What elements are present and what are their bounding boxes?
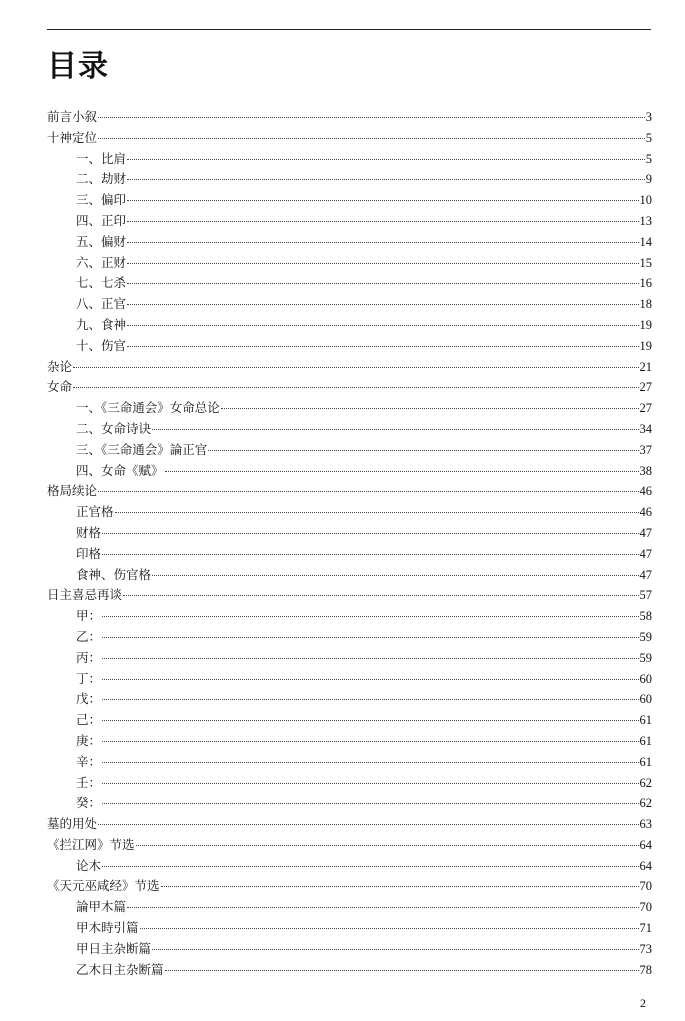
toc-entry[interactable] <box>47 835 652 856</box>
dot-leader <box>102 720 638 721</box>
dot-leader <box>102 554 638 555</box>
toc-entry-page: 60 <box>639 671 652 686</box>
dot-leader <box>123 595 638 596</box>
toc-entry[interactable] <box>47 544 652 565</box>
toc-entry[interactable] <box>47 689 652 710</box>
toc-entry-page: 73 <box>639 941 652 956</box>
dot-leader <box>102 866 638 867</box>
toc-entry[interactable] <box>47 648 652 669</box>
toc-entry[interactable] <box>47 627 652 648</box>
toc-entry-label: 八、正官 <box>76 296 127 312</box>
toc-entry-label: 三、偏印 <box>76 192 127 208</box>
toc-entry[interactable] <box>47 669 652 690</box>
toc-entry-label: 格局续论 <box>47 483 98 499</box>
toc-entry-page: 62 <box>639 775 652 790</box>
toc-entry-page: 64 <box>639 858 652 873</box>
toc-entry-page: 16 <box>639 276 652 291</box>
header-rule <box>47 29 651 30</box>
toc-entry[interactable] <box>47 232 652 253</box>
toc-entry-page: 46 <box>639 484 652 499</box>
toc-entry-label: 十、伤官 <box>76 337 127 353</box>
toc-entry[interactable] <box>47 128 652 149</box>
toc-entry[interactable] <box>47 897 652 918</box>
toc-entry-page: 18 <box>639 297 652 312</box>
toc-entry-label: 二、女命诗诀 <box>76 420 152 436</box>
toc-entry-label: 辛： <box>76 753 102 769</box>
toc-entry-page: 61 <box>639 754 652 769</box>
dot-leader <box>102 679 638 680</box>
dot-leader <box>115 512 639 513</box>
dot-leader <box>152 429 638 430</box>
toc-entry[interactable] <box>47 814 652 835</box>
dot-leader <box>127 907 638 908</box>
dot-leader <box>102 762 638 763</box>
toc-entry-page: 47 <box>639 567 652 582</box>
dot-leader <box>102 658 638 659</box>
toc-entry-label: 四、女命《赋》 <box>76 462 164 478</box>
toc-entry-label: 十神定位 <box>47 129 98 145</box>
dot-leader <box>152 949 638 950</box>
toc-entry-label: 前言小叙 <box>47 109 98 124</box>
toc-entry[interactable] <box>47 357 652 378</box>
dot-leader <box>102 637 638 638</box>
toc-entry[interactable] <box>47 523 652 544</box>
dot-leader <box>127 263 638 264</box>
toc-entry[interactable] <box>47 585 652 606</box>
toc-entry-page: 27 <box>639 401 652 416</box>
toc-entry-label: 论木 <box>76 857 102 873</box>
dot-leader <box>127 242 638 243</box>
toc-entry-label: 杂论 <box>47 358 73 374</box>
toc-entry[interactable] <box>47 253 652 274</box>
toc-entry[interactable] <box>47 315 652 336</box>
toc-entry-label: 四、正印 <box>76 212 127 228</box>
toc-entry-label: 财格 <box>76 524 102 540</box>
toc-entry-page: 71 <box>639 921 652 936</box>
toc-entry-label: 六、正财 <box>76 254 127 270</box>
toc-entry-label: 論甲木篇 <box>76 899 127 915</box>
toc-title: 目录 <box>47 49 109 84</box>
toc-entry-page: 5 <box>645 130 652 145</box>
toc-entry[interactable] <box>47 169 652 190</box>
toc-entry[interactable] <box>47 273 652 294</box>
toc-entry-label: 甲： <box>76 608 102 624</box>
toc-entry-label: 五、偏财 <box>76 233 127 249</box>
toc-entry-label: 丙： <box>76 649 102 665</box>
toc-entry-page: 27 <box>639 380 652 395</box>
toc-entry-page: 5 <box>645 151 652 166</box>
dot-leader <box>102 699 638 700</box>
toc-entry-page: 3 <box>645 110 652 124</box>
toc-entry[interactable] <box>47 752 652 773</box>
toc-entry-page: 10 <box>639 193 652 208</box>
dot-leader <box>102 533 638 534</box>
dot-leader <box>161 886 639 887</box>
dot-leader <box>127 346 638 347</box>
toc-entry-label: 食神、伤官格 <box>76 566 152 582</box>
dot-leader <box>102 741 638 742</box>
dot-leader <box>136 845 639 846</box>
toc-entry-label: 《天元巫咸经》节选 <box>47 878 160 894</box>
dot-leader <box>127 200 638 201</box>
toc-entry-page: 61 <box>639 733 652 748</box>
toc-entry-label: 印格 <box>76 545 102 561</box>
dot-leader <box>73 387 638 388</box>
dot-leader <box>127 159 645 160</box>
toc-entry[interactable] <box>47 149 652 170</box>
toc-entry[interactable] <box>47 211 652 232</box>
toc-entry-label: 九、食神 <box>76 316 127 332</box>
toc-entry-label: 庚： <box>76 732 102 748</box>
toc-entry-page: 70 <box>639 879 652 894</box>
dot-leader <box>73 367 638 368</box>
toc-entry-label: 戊： <box>76 691 102 707</box>
dot-leader <box>102 783 638 784</box>
toc-entry-page: 59 <box>639 629 652 644</box>
toc-entry[interactable] <box>47 377 652 398</box>
toc-entry[interactable] <box>47 856 652 877</box>
toc-entry-page: 13 <box>639 213 652 228</box>
dot-leader <box>165 471 639 472</box>
toc-entry-page: 38 <box>639 463 652 478</box>
toc-entry-page: 19 <box>639 317 652 332</box>
toc-entry[interactable] <box>47 793 652 814</box>
toc-entry-label: 甲日主杂断篇 <box>76 940 152 956</box>
toc-entry-page: 9 <box>645 172 652 187</box>
toc-entry-label: 《拦江网》节选 <box>47 836 135 852</box>
dot-leader <box>127 179 645 180</box>
toc-entry-label: 一、比肩 <box>76 150 127 166</box>
toc-entry-page: 60 <box>639 692 652 707</box>
toc-entry-label: 墓的用处 <box>47 816 98 832</box>
toc-entry[interactable] <box>47 502 652 523</box>
toc-entry[interactable] <box>47 190 652 211</box>
toc-entry-label: 壬： <box>76 774 102 790</box>
toc-entry-page: 14 <box>639 234 652 249</box>
dot-leader <box>127 221 638 222</box>
toc-entry[interactable] <box>47 398 652 419</box>
dot-leader <box>98 824 638 825</box>
toc-entry-page: 58 <box>639 609 652 624</box>
toc-entry-page: 21 <box>639 359 652 374</box>
toc-entry[interactable] <box>47 481 652 502</box>
toc-entry-label: 己： <box>76 712 102 728</box>
toc-entry-page: 34 <box>639 421 652 436</box>
toc-entry[interactable] <box>47 960 652 981</box>
dot-leader <box>127 304 638 305</box>
toc-entry-label: 正官格 <box>76 504 114 520</box>
toc-entry-label: 三、《三命通会》論正官 <box>76 441 208 457</box>
toc-entry-page: 78 <box>639 962 652 977</box>
toc-entry-label: 日主喜忌再谈 <box>47 587 123 603</box>
page-number: 2 <box>640 996 646 1010</box>
dot-leader <box>221 408 639 409</box>
table-of-contents <box>47 107 652 980</box>
dot-leader <box>127 325 638 326</box>
toc-entry[interactable] <box>47 461 652 482</box>
toc-entry-label: 甲木時引篇 <box>76 920 139 936</box>
toc-entry-label: 癸： <box>76 795 102 811</box>
toc-entry-page: 59 <box>639 650 652 665</box>
dot-leader <box>208 450 638 451</box>
toc-entry[interactable] <box>47 876 652 897</box>
dot-leader <box>140 928 639 929</box>
toc-entry[interactable] <box>47 565 652 586</box>
toc-entry[interactable] <box>47 440 652 461</box>
toc-entry-page: 61 <box>639 713 652 728</box>
toc-entry[interactable] <box>47 710 652 731</box>
toc-entry-label: 七、七杀 <box>76 275 127 291</box>
toc-entry-page: 62 <box>639 796 652 811</box>
dot-leader <box>152 575 638 576</box>
dot-leader <box>98 117 645 118</box>
toc-entry-label: 丁： <box>76 670 102 686</box>
toc-entry[interactable] <box>47 731 652 752</box>
toc-entry-page: 63 <box>639 817 652 832</box>
toc-entry-page: 15 <box>639 255 652 270</box>
toc-entry-page: 64 <box>639 837 652 852</box>
toc-entry-page: 46 <box>639 505 652 520</box>
toc-entry-page: 37 <box>639 442 652 457</box>
toc-entry[interactable] <box>47 918 652 939</box>
toc-entry[interactable] <box>47 939 652 960</box>
toc-entry[interactable] <box>47 107 652 128</box>
toc-entry-label: 一、《三命通会》女命总论 <box>76 400 220 416</box>
toc-entry-page: 57 <box>639 588 652 603</box>
toc-entry-page: 19 <box>639 338 652 353</box>
toc-entry-label: 女命 <box>47 379 73 395</box>
toc-entry-page: 70 <box>639 900 652 915</box>
dot-leader <box>127 283 638 284</box>
dot-leader <box>102 616 638 617</box>
toc-entry[interactable] <box>47 606 652 627</box>
dot-leader <box>165 970 639 971</box>
toc-entry[interactable] <box>47 419 652 440</box>
dot-leader <box>98 138 645 139</box>
dot-leader <box>98 491 638 492</box>
toc-entry[interactable] <box>47 773 652 794</box>
dot-leader <box>102 803 638 804</box>
toc-entry[interactable] <box>47 294 652 315</box>
toc-entry-page: 47 <box>639 525 652 540</box>
toc-entry-label: 二、劫财 <box>76 171 127 187</box>
toc-entry-page: 47 <box>639 546 652 561</box>
toc-entry-label: 乙： <box>76 628 102 644</box>
toc-entry-label: 乙木日主杂断篇 <box>76 961 164 977</box>
toc-entry[interactable] <box>47 336 652 357</box>
